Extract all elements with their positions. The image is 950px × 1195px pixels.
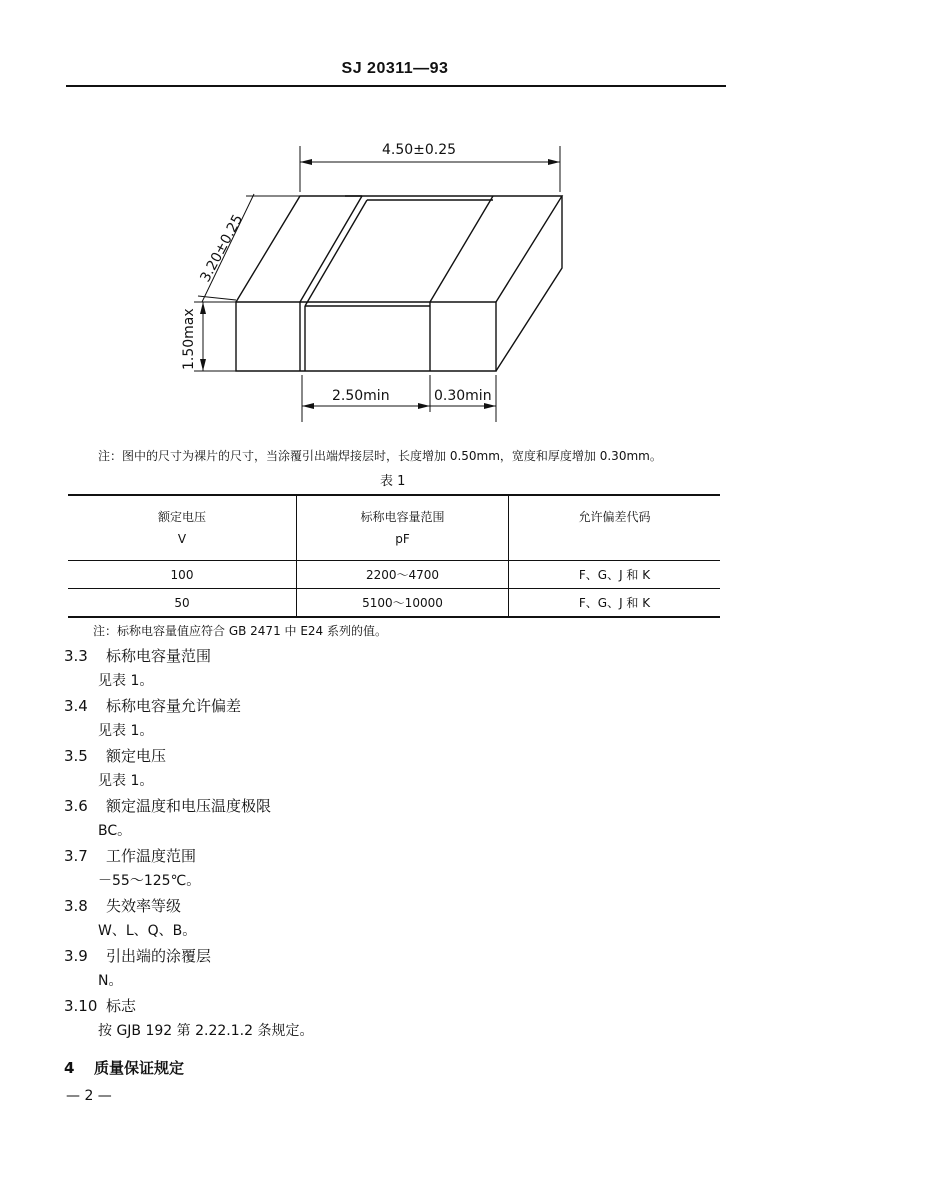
section-title: 工作温度范围 [106, 847, 197, 865]
section-heading [64, 645, 211, 666]
table-row [68, 561, 720, 589]
section-body: －55～125℃。 [98, 873, 201, 889]
table-cell: F、G、J 和 K [509, 561, 721, 589]
table-header-row [68, 495, 720, 561]
section-heading [64, 745, 166, 766]
table-row [68, 589, 720, 618]
header-rated-voltage [68, 495, 297, 561]
chapter-number: 4 [64, 1059, 75, 1077]
section-title: 标称电容量允许偏差 [106, 697, 242, 715]
figure-note: 注：图中的尺寸为裸片的尺寸，当涂覆引出端焊接层时，长度增加 0.50mm，宽度和厚度增加 0.30mm。 [98, 449, 662, 463]
section-body: N。 [98, 973, 123, 989]
header-cell-line: 允许偏差代码 [578, 510, 651, 524]
section-title: 标志 [106, 997, 137, 1015]
chip-side-edge [496, 196, 562, 371]
section-body: 见表 1。 [98, 723, 154, 739]
dim-gap-label: 2.50min [332, 388, 390, 404]
section-heading [64, 845, 196, 866]
dim-length-label: 4.50±0.25 [382, 142, 457, 158]
section-heading [64, 895, 181, 916]
section-number: 3.3 [64, 647, 88, 665]
section-body: 按 GJB 192 第 2.22.1.2 条规定。 [98, 1023, 314, 1039]
section-body: 见表 1。 [98, 773, 154, 789]
dim-width-label: 3.20±0.25 [197, 211, 247, 285]
chip-capacitor-drawing [0, 0, 950, 440]
section-heading [64, 945, 211, 966]
table-cell: 2200～4700 [297, 561, 509, 589]
header-capacitance-range [297, 495, 509, 561]
table-cell: 5100～10000 [297, 589, 509, 618]
section-number: 3.9 [64, 947, 88, 965]
chapter-heading [64, 1057, 184, 1078]
section-title: 失效率等级 [106, 897, 182, 915]
section-number: 3.8 [64, 897, 88, 915]
table-cell: 100 [68, 561, 297, 589]
header-tolerance-code [509, 495, 721, 561]
spec-table [68, 494, 720, 618]
section-title: 额定温度和电压温度极限 [106, 797, 272, 815]
header-cell-line: 标称电容量范围 [360, 510, 445, 524]
table-cell: 50 [68, 589, 297, 618]
dim-height-label: 1.50max [181, 308, 197, 370]
section-title: 额定电压 [106, 747, 167, 765]
section-number: 3.7 [64, 847, 88, 865]
section-title: 标称电容量范围 [106, 647, 212, 665]
document-code: SJ 20311—93 [341, 60, 449, 77]
chip-top-edges [236, 196, 562, 302]
section-title: 引出端的涂覆层 [106, 947, 212, 965]
section-body: W、L、Q、B。 [98, 923, 197, 939]
page-number: — 2 — [66, 1088, 112, 1104]
section-body: BC。 [98, 823, 132, 839]
table-cell: F、G、J 和 K [509, 589, 721, 618]
dim-terminal-label: 0.30min [434, 388, 492, 404]
section-number: 3.6 [64, 797, 88, 815]
table-title: 表 1 [380, 474, 406, 489]
table-note: 注：标称电容量值应符合 GB 2471 中 E24 系列的值。 [93, 624, 387, 638]
chapter-title: 质量保证规定 [94, 1059, 185, 1077]
header-cell-unit: V [177, 532, 187, 546]
header-cell-line: 额定电压 [157, 510, 206, 524]
header-cell-unit: pF [395, 532, 410, 546]
chip-front-face [236, 302, 496, 371]
section-heading [64, 695, 241, 716]
section-heading [64, 995, 136, 1016]
section-number: 3.4 [64, 697, 88, 715]
section-body: 见表 1。 [98, 673, 154, 689]
section-number: 3.10 [64, 997, 98, 1015]
section-number: 3.5 [64, 747, 88, 765]
section-heading [64, 795, 271, 816]
